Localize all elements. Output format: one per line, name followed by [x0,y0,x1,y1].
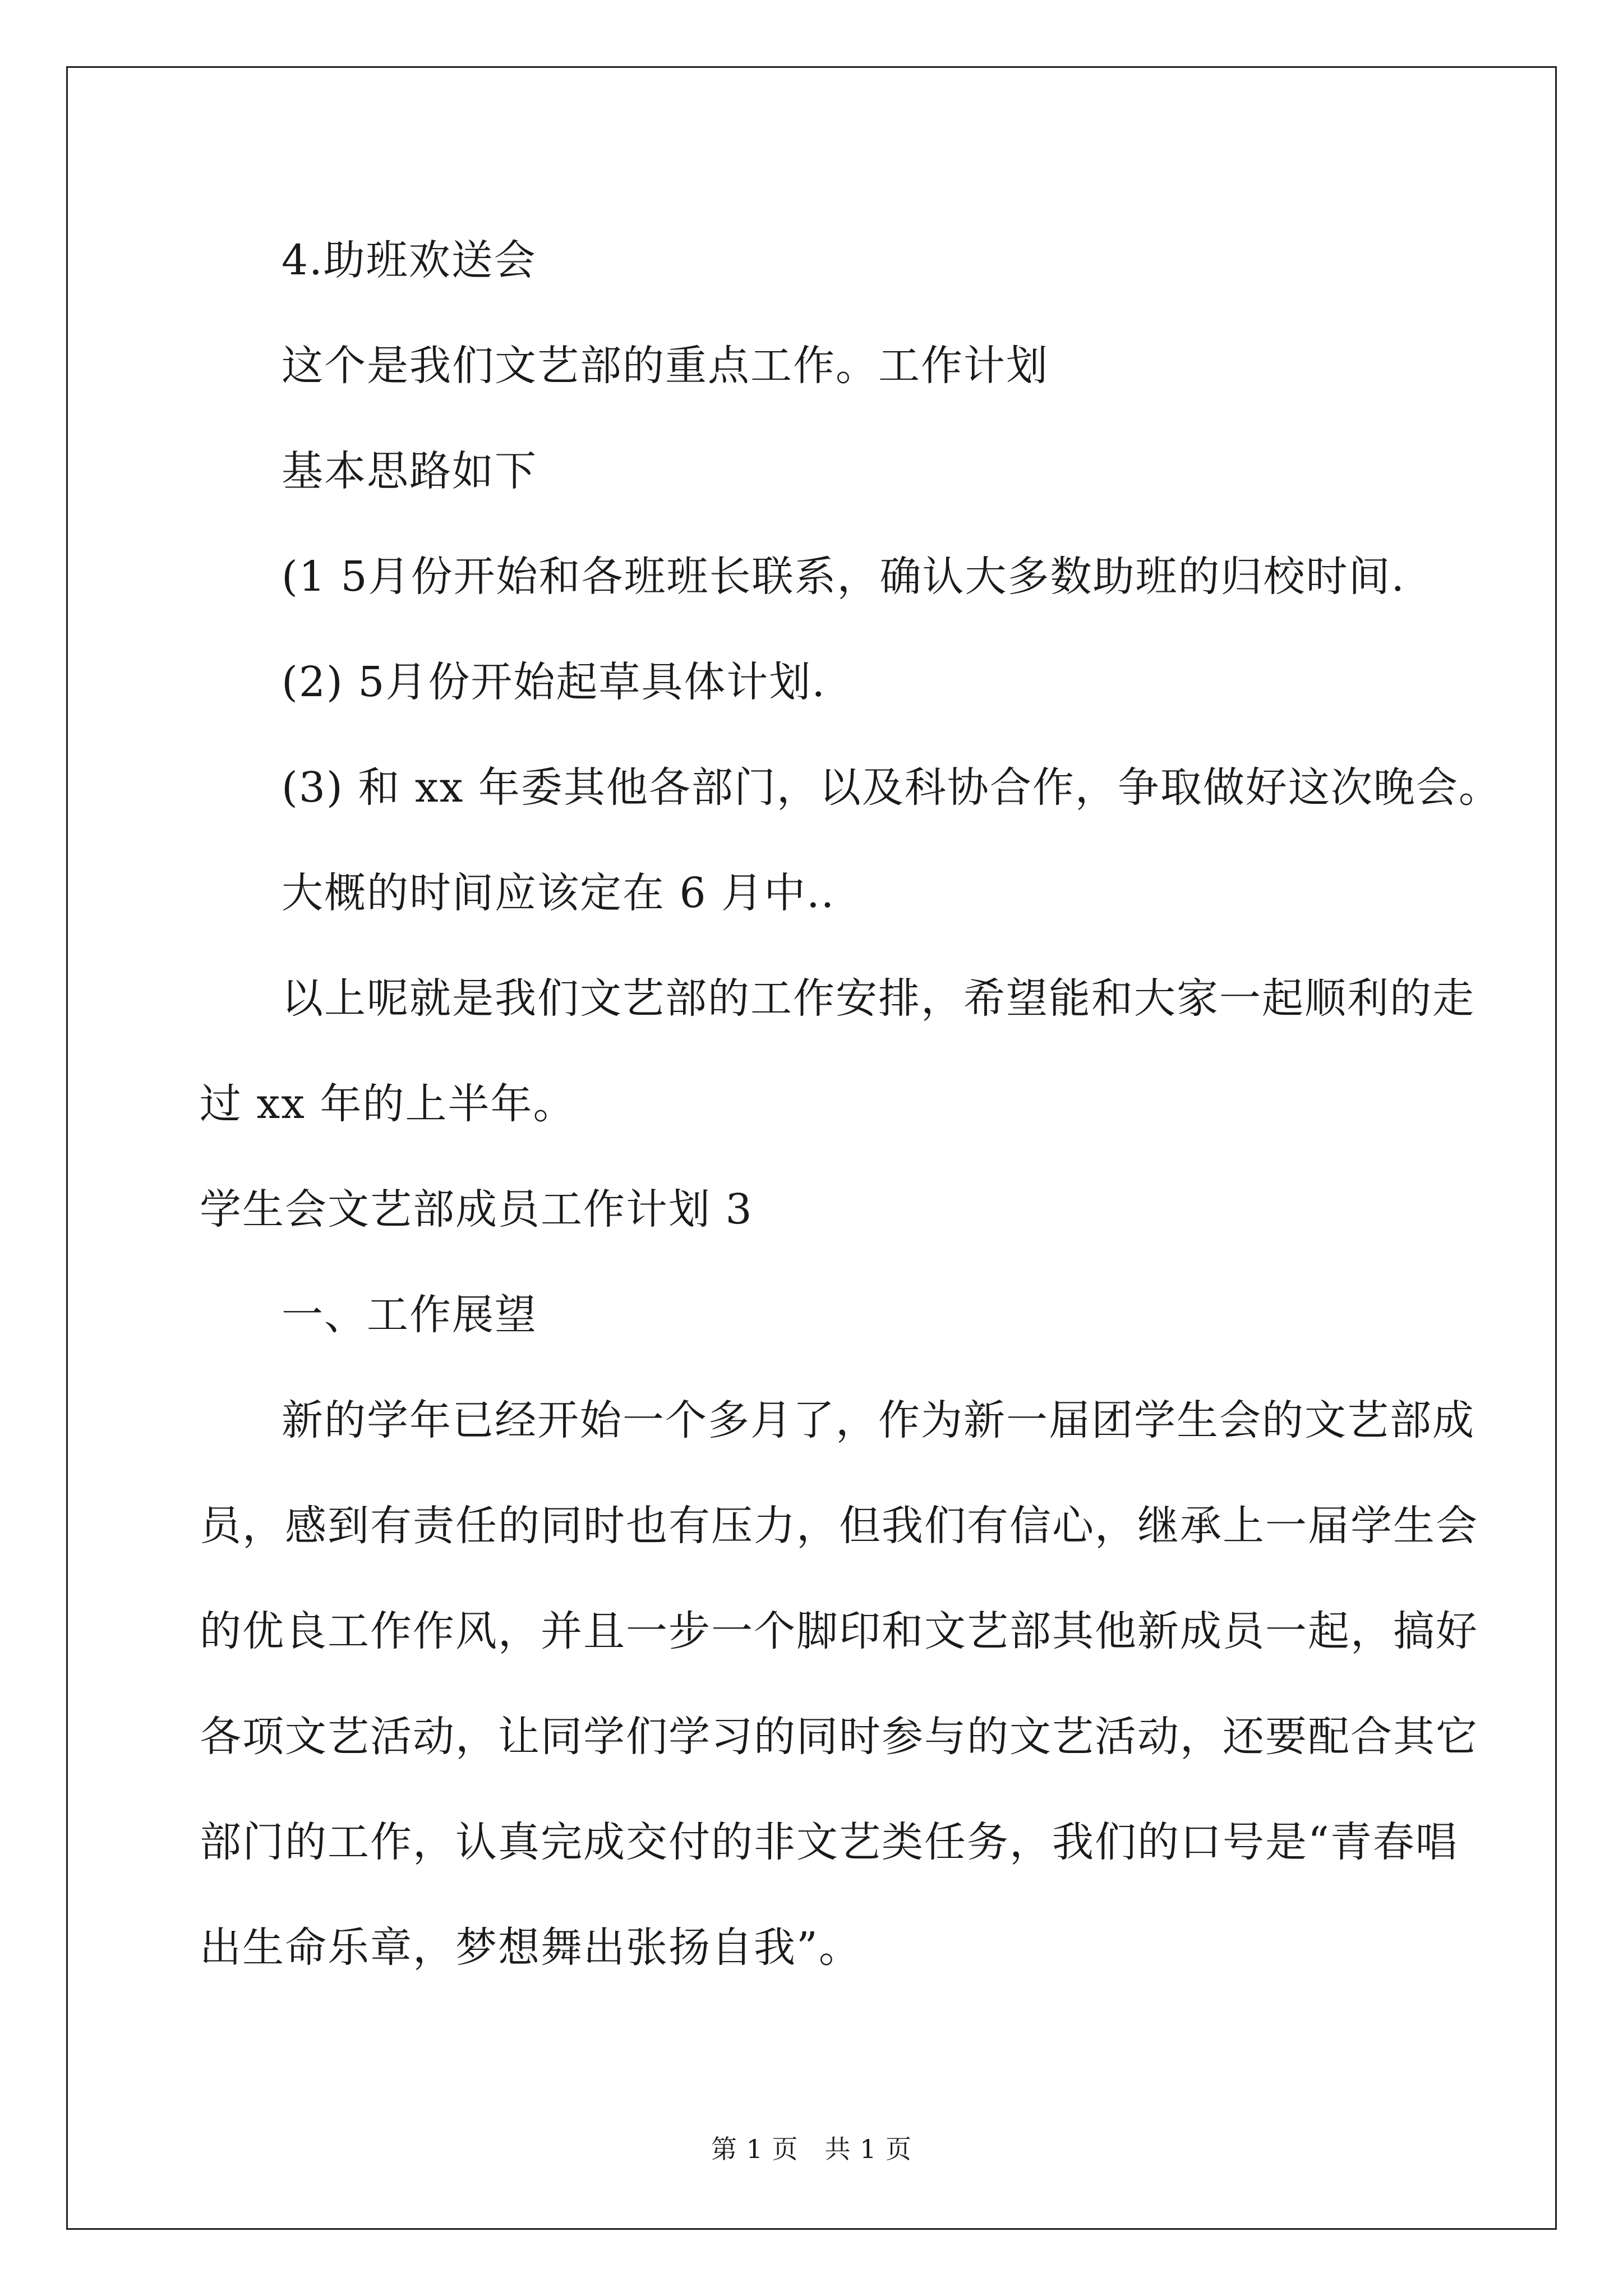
text-line: (1 5月份开始和各班班长联系，确认大多数助班的归校时间. [282,553,1406,601]
text-line: (2) 5月份开始起草具体计划. [282,658,826,706]
text-line: 部门的工作，认真完成交付的非文艺类任务，我们的口号是“青春唱 [200,1818,1458,1866]
text-line: 出生命乐章，梦想舞出张扬自我”。 [200,1924,861,1972]
text-line: 员，感到有责任的同时也有压力，但我们有信心，继承上一届学生会 [200,1502,1478,1550]
text-line: 基本思路如下 [282,447,537,495]
text-line: 各项文艺活动，让同学们学习的同时参与的文艺活动，还要配合其它 [200,1713,1478,1761]
page-footer: 第 1 页 共 1 页 [711,2134,912,2164]
text-line: 以上呢就是我们文艺部的工作安排，希望能和大家一起顺利的走 [282,974,1475,1023]
text-line: 的优良工作作风，并且一步一个脚印和文艺部其他新成员一起，搞好 [200,1607,1478,1655]
document-body [200,208,1501,2000]
subsection-heading: 一、工作展望 [282,1291,537,1339]
section-heading: 学生会文艺部成员工作计划 3 [200,1185,753,1234]
text-line: 新的学年已经开始一个多月了，作为新一届团学生会的文艺部成 [282,1396,1475,1444]
text-line: 大概的时间应该定在 6 月中.. [282,869,836,917]
text-line: 这个是我们文艺部的重点工作。工作计划 [282,342,1049,390]
text-line: 4.助班欢送会 [282,236,537,284]
text-line: (3) 和 xx 年委其他各部门，以及科协合作，争取做好这次晚会。 [282,763,1501,812]
text-line: 过 xx 年的上半年。 [200,1080,576,1128]
